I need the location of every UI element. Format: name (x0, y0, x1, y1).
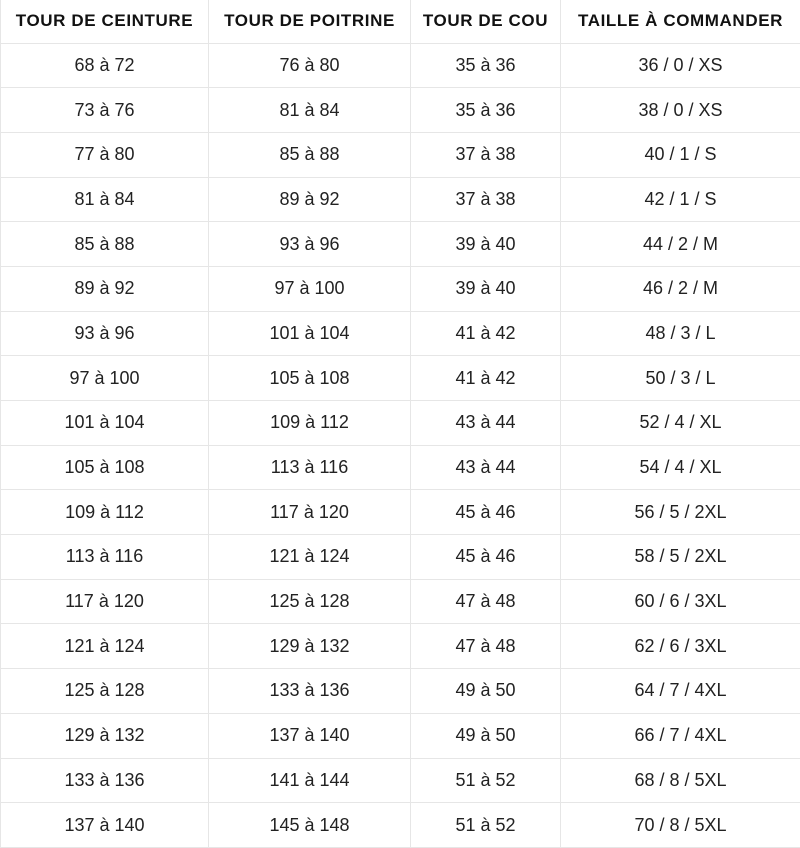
cell-size: 48 / 3 / L (561, 311, 800, 356)
cell-waist: 137 à 140 (1, 803, 209, 848)
cell-waist: 129 à 132 (1, 713, 209, 758)
table-row (1, 222, 800, 267)
cell-neck: 41 à 42 (411, 311, 561, 356)
cell-chest: 93 à 96 (209, 222, 411, 267)
cell-neck: 45 à 46 (411, 490, 561, 535)
cell-neck: 35 à 36 (411, 88, 561, 133)
table-row (1, 669, 800, 714)
cell-size: 46 / 2 / M (561, 266, 800, 311)
cell-chest: 121 à 124 (209, 535, 411, 580)
cell-size: 40 / 1 / S (561, 132, 800, 177)
table-row (1, 43, 800, 88)
cell-chest: 129 à 132 (209, 624, 411, 669)
cell-neck: 37 à 38 (411, 177, 561, 222)
table-row (1, 445, 800, 490)
cell-size: 50 / 3 / L (561, 356, 800, 401)
table-row (1, 713, 800, 758)
cell-waist: 81 à 84 (1, 177, 209, 222)
cell-neck: 47 à 48 (411, 579, 561, 624)
cell-chest: 85 à 88 (209, 132, 411, 177)
table-row (1, 311, 800, 356)
cell-waist: 121 à 124 (1, 624, 209, 669)
cell-chest: 109 à 112 (209, 401, 411, 446)
cell-waist: 133 à 136 (1, 758, 209, 803)
cell-size: 54 / 4 / XL (561, 445, 800, 490)
cell-waist: 105 à 108 (1, 445, 209, 490)
cell-waist: 113 à 116 (1, 535, 209, 580)
header-chest: TOUR DE POITRINE (209, 0, 411, 43)
cell-size: 42 / 1 / S (561, 177, 800, 222)
cell-neck: 41 à 42 (411, 356, 561, 401)
table-header (1, 0, 800, 43)
cell-neck: 35 à 36 (411, 43, 561, 88)
cell-size: 56 / 5 / 2XL (561, 490, 800, 535)
cell-neck: 39 à 40 (411, 222, 561, 267)
cell-size: 52 / 4 / XL (561, 401, 800, 446)
header-neck: TOUR DE COU (411, 0, 561, 43)
table-row (1, 177, 800, 222)
table-row (1, 88, 800, 133)
cell-size: 44 / 2 / M (561, 222, 800, 267)
cell-size: 70 / 8 / 5XL (561, 803, 800, 848)
cell-waist: 117 à 120 (1, 579, 209, 624)
cell-neck: 37 à 38 (411, 132, 561, 177)
table-row (1, 266, 800, 311)
cell-neck: 43 à 44 (411, 445, 561, 490)
cell-chest: 117 à 120 (209, 490, 411, 535)
cell-size: 62 / 6 / 3XL (561, 624, 800, 669)
cell-waist: 125 à 128 (1, 669, 209, 714)
cell-waist: 109 à 112 (1, 490, 209, 535)
cell-size: 64 / 7 / 4XL (561, 669, 800, 714)
cell-chest: 76 à 80 (209, 43, 411, 88)
cell-neck: 49 à 50 (411, 669, 561, 714)
cell-size: 68 / 8 / 5XL (561, 758, 800, 803)
cell-size: 60 / 6 / 3XL (561, 579, 800, 624)
header-row (1, 0, 800, 43)
cell-waist: 101 à 104 (1, 401, 209, 446)
table-row (1, 803, 800, 848)
header-waist: TOUR DE CEINTURE (1, 0, 209, 43)
cell-chest: 101 à 104 (209, 311, 411, 356)
cell-waist: 77 à 80 (1, 132, 209, 177)
cell-waist: 73 à 76 (1, 88, 209, 133)
cell-size: 36 / 0 / XS (561, 43, 800, 88)
cell-chest: 97 à 100 (209, 266, 411, 311)
table-row (1, 401, 800, 446)
cell-neck: 43 à 44 (411, 401, 561, 446)
table-row (1, 356, 800, 401)
cell-chest: 145 à 148 (209, 803, 411, 848)
table-row (1, 535, 800, 580)
table-row (1, 132, 800, 177)
cell-waist: 85 à 88 (1, 222, 209, 267)
table-row (1, 624, 800, 669)
cell-chest: 125 à 128 (209, 579, 411, 624)
cell-chest: 105 à 108 (209, 356, 411, 401)
cell-neck: 39 à 40 (411, 266, 561, 311)
cell-neck: 45 à 46 (411, 535, 561, 580)
cell-neck: 51 à 52 (411, 803, 561, 848)
table-row (1, 758, 800, 803)
table-row (1, 490, 800, 535)
cell-waist: 93 à 96 (1, 311, 209, 356)
cell-neck: 51 à 52 (411, 758, 561, 803)
cell-neck: 49 à 50 (411, 713, 561, 758)
cell-chest: 133 à 136 (209, 669, 411, 714)
cell-chest: 141 à 144 (209, 758, 411, 803)
header-size-to-order: TAILLE À COMMANDER (561, 0, 800, 43)
cell-chest: 81 à 84 (209, 88, 411, 133)
table-body (1, 43, 800, 847)
cell-chest: 89 à 92 (209, 177, 411, 222)
table-row (1, 579, 800, 624)
cell-waist: 97 à 100 (1, 356, 209, 401)
cell-neck: 47 à 48 (411, 624, 561, 669)
cell-size: 38 / 0 / XS (561, 88, 800, 133)
cell-waist: 89 à 92 (1, 266, 209, 311)
cell-waist: 68 à 72 (1, 43, 209, 88)
cell-size: 58 / 5 / 2XL (561, 535, 800, 580)
cell-size: 66 / 7 / 4XL (561, 713, 800, 758)
cell-chest: 113 à 116 (209, 445, 411, 490)
cell-chest: 137 à 140 (209, 713, 411, 758)
